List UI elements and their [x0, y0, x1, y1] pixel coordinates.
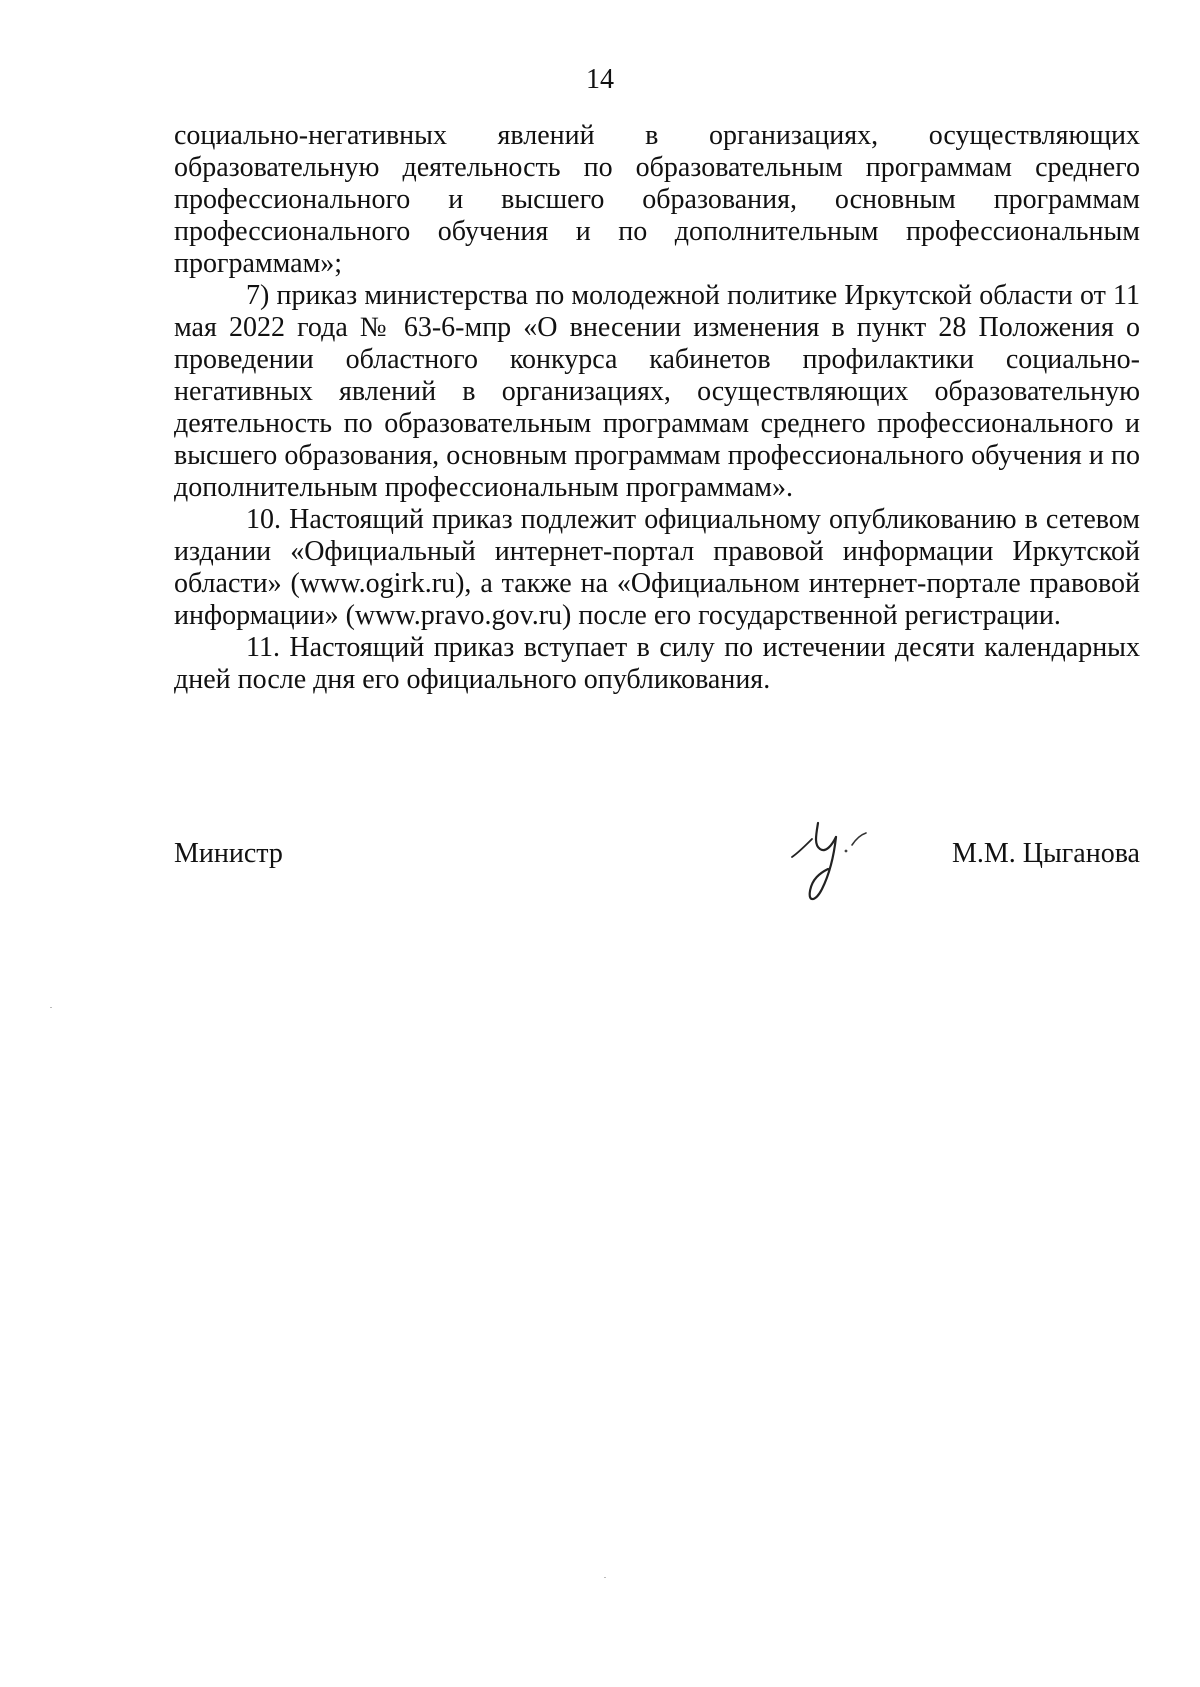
page-number: 14 — [586, 64, 614, 95]
signatory-title: Министр — [174, 838, 283, 869]
paragraph-continuation: социально-негативных явлений в организациях, осуществляющих образовательную деятельность по образовательным программам среднего профессионального и высшего образования, основным программам профессионального обучения и по дополнительным профессиональным программам»; — [174, 120, 1140, 279]
scan-speck — [604, 1577, 606, 1578]
document-body — [174, 120, 1140, 696]
scan-speck — [50, 1007, 52, 1008]
paragraph-item-11: 11. Настоящий приказ вступает в силу по истечении десяти календарных дней после дня его официального опубликования. — [174, 632, 1140, 695]
signature-block — [174, 838, 1140, 878]
signatory-name: М.М. Цыганова — [951, 838, 1140, 869]
paragraph-item-7: 7) приказ министерства по молодежной политике Иркутской области от 11 мая 2022 года № 63-6-мпр «О внесении изменения в пункт 28 Положения о проведении областного конкурса кабинетов профилактики социально-негативных явлений в организациях, осуществляющих образовательную деятельность по образовательным программам среднего профессионального и высшего образования, основным программам профессионального обучения и по дополнительным профессиональным программам». — [174, 280, 1140, 503]
handwritten-signature-icon — [780, 815, 890, 925]
paragraph-item-10: 10. Настоящий приказ подлежит официальному опубликованию в сетевом издании «Официальный интернет-портал правовой информации Иркутской области» (www.ogirk.ru), а также на «Официальном интернет-портале правовой информации» (www.pravo.gov.ru) после его государственной регистрации. — [174, 504, 1140, 631]
